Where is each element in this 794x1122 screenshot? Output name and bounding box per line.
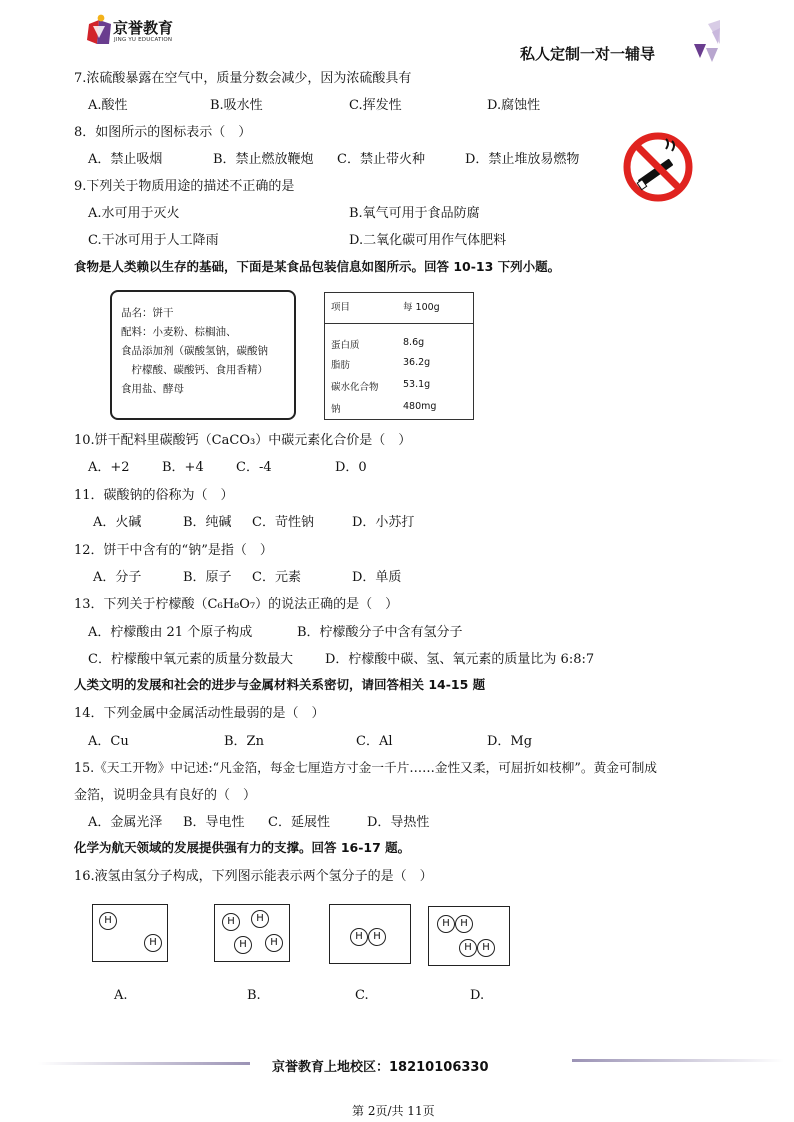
q10-stem: 10.饼干配料里碳酸钙（CaCO₃）中碳元素化合价是（ ） bbox=[74, 433, 412, 448]
q11-option-b: B．纯碱 bbox=[183, 515, 232, 530]
q13-option-c: C．柠檬酸中氧元素的质量分数最大 bbox=[88, 652, 293, 667]
table-cell: 8.6g bbox=[403, 337, 425, 348]
q16-option-b: B. bbox=[247, 988, 261, 1003]
q7-option-a: A.酸性 bbox=[88, 98, 128, 113]
q15-option-b: B．导电性 bbox=[183, 815, 245, 830]
q11-option-d: D．小苏打 bbox=[352, 515, 415, 530]
page-number: 第 2页/共 11页 bbox=[352, 1104, 435, 1118]
q7-stem: 7.浓硫酸暴露在空气中，质量分数会减少，因为浓硫酸具有 bbox=[74, 71, 412, 86]
q14-option-b: B．Zn bbox=[224, 734, 264, 749]
q16-stem: 16.液氢由氢分子构成，下列图示能表示两个氢分子的是（ ） bbox=[74, 869, 433, 884]
q8-option-a: A．禁止吸烟 bbox=[88, 152, 163, 167]
food-line: 品名：饼干 bbox=[121, 307, 174, 319]
footer-divider-right bbox=[572, 1059, 784, 1062]
hydrogen-atom: H bbox=[99, 912, 117, 930]
q13-option-d: D．柠檬酸中碳、氢、氧元素的质量比为 6:8:7 bbox=[325, 652, 595, 667]
hydrogen-atom: H bbox=[437, 915, 455, 933]
diagram-b bbox=[214, 904, 290, 962]
diagram-c bbox=[329, 904, 411, 964]
q7-option-c: C.挥发性 bbox=[349, 98, 402, 113]
hydrogen-atom: H bbox=[455, 915, 473, 933]
q14-option-a: A．Cu bbox=[88, 734, 129, 749]
q14-stem: 14．下列金属中金属活动性最弱的是（ ） bbox=[74, 706, 325, 721]
q9-stem: 9.下列关于物质用途的描述不正确的是 bbox=[74, 179, 295, 194]
table-header-per100g: 每 100g bbox=[403, 302, 440, 313]
q11-option-a: A．火碱 bbox=[93, 515, 142, 530]
q12-option-b: B．原子 bbox=[183, 570, 232, 585]
q8-option-d: D．禁止堆放易燃物 bbox=[465, 152, 580, 167]
logo-en: JING YU EDUCATION bbox=[114, 37, 173, 43]
footer-divider-left bbox=[38, 1062, 250, 1065]
diagram-d bbox=[428, 906, 510, 966]
table-cell: 480mg bbox=[403, 401, 437, 412]
footer-campus: 京誉教育上地校区：18210106330 bbox=[272, 1060, 489, 1075]
food-line: 食品添加剂（碳酸氢钠，碳酸钠 bbox=[121, 345, 268, 357]
logo-mark-icon bbox=[87, 14, 113, 46]
q15-stem-line2: 金箔，说明金具有良好的（ ） bbox=[74, 788, 257, 803]
diagram-a bbox=[92, 904, 168, 962]
q10-option-a: A．+2 bbox=[88, 460, 130, 475]
table-cell: 蛋白质 bbox=[331, 340, 360, 351]
header-triangle-icon bbox=[686, 18, 726, 62]
q10-option-b: B．+4 bbox=[162, 460, 204, 475]
q15-option-c: C．延展性 bbox=[268, 815, 330, 830]
hydrogen-atom: H bbox=[477, 939, 495, 957]
hydrogen-atom: H bbox=[234, 936, 252, 954]
table-cell: 脂肪 bbox=[331, 360, 351, 371]
q16-option-c: C. bbox=[355, 988, 369, 1003]
hydrogen-atom: H bbox=[251, 910, 269, 928]
section-heading-food: 食物是人类赖以生存的基础，下面是某食品包装信息如图所示。回答 10-13 下列小题。 bbox=[74, 259, 561, 274]
q15-option-a: A．金属光泽 bbox=[88, 815, 163, 830]
hydrogen-atom: H bbox=[222, 913, 240, 931]
section-heading-aerospace: 化学为航天领域的发展提供强有力的支撑。回答 16-17 题。 bbox=[74, 840, 411, 855]
hydrogen-atom: H bbox=[350, 928, 368, 946]
hydrogen-atom: H bbox=[144, 934, 162, 952]
q11-stem: 11．碳酸钠的俗称为（ ） bbox=[74, 488, 234, 503]
q14-option-d: D．Mg bbox=[487, 734, 533, 749]
q8-option-c: C．禁止带火种 bbox=[337, 152, 425, 167]
q7-option-b: B.吸水性 bbox=[210, 98, 263, 113]
hydrogen-atom: H bbox=[459, 939, 477, 957]
q9-option-d: D.二氧化碳可用作气体肥料 bbox=[349, 233, 507, 248]
q15-stem-line1: 15.《天工开物》中记述:“凡金箔，每金七厘造方寸金一千片……金性又柔，可屈折如枝柳”。黄金可制成 bbox=[74, 760, 657, 775]
header-slogan: 私人定制一对一辅导 bbox=[520, 45, 656, 63]
logo bbox=[87, 14, 197, 48]
food-line: 柠檬酸、碳酸钙、食用香精） bbox=[121, 364, 268, 376]
table-cell: 36.2g bbox=[403, 357, 431, 368]
q12-option-d: D．单质 bbox=[352, 570, 402, 585]
table-cell: 钠 bbox=[331, 404, 341, 415]
q7-option-d: D.腐蚀性 bbox=[487, 98, 541, 113]
nutrition-table bbox=[324, 292, 474, 420]
q10-option-d: D．0 bbox=[335, 460, 367, 475]
q14-option-c: C．Al bbox=[356, 734, 393, 749]
q8-option-b: B．禁止燃放鞭炮 bbox=[213, 152, 314, 167]
table-cell: 碳水化合物 bbox=[331, 382, 379, 393]
q12-option-a: A．分子 bbox=[93, 570, 142, 585]
q13-stem: 13．下列关于柠檬酸（C₆H₈O₇）的说法正确的是（ ） bbox=[74, 597, 399, 612]
q13-option-a: A．柠檬酸由 21 个原子构成 bbox=[88, 625, 253, 640]
q9-option-b: B.氧气可用于食品防腐 bbox=[349, 206, 480, 221]
section-heading-metals: 人类文明的发展和社会的进步与金属材料关系密切，请回答相关 14-15 题 bbox=[74, 677, 486, 692]
table-header-item: 项目 bbox=[331, 302, 351, 313]
q16-option-a: A. bbox=[114, 988, 128, 1003]
hydrogen-atom: H bbox=[265, 934, 283, 952]
hydrogen-atom: H bbox=[368, 928, 386, 946]
q9-option-c: C.干冰可用于人工降雨 bbox=[88, 233, 219, 248]
food-line: 食用盐、酵母 bbox=[121, 383, 184, 395]
q10-option-c: C．-4 bbox=[236, 460, 272, 475]
q8-stem: 8．如图所示的图标表示（ ） bbox=[74, 125, 252, 140]
food-line: 配料：小麦粉、棕榈油、 bbox=[121, 326, 237, 338]
q15-option-d: D．导热性 bbox=[367, 815, 430, 830]
q11-option-c: C．苛性钠 bbox=[252, 515, 314, 530]
table-divider bbox=[325, 323, 473, 324]
table-cell: 53.1g bbox=[403, 379, 431, 390]
q13-option-b: B．柠檬酸分子中含有氢分子 bbox=[297, 625, 463, 640]
q12-stem: 12．饼干中含有的“钠”是指（ ） bbox=[74, 543, 273, 558]
q12-option-c: C．元素 bbox=[252, 570, 301, 585]
food-label-card bbox=[110, 290, 296, 420]
logo-cn: 京誉教育 bbox=[113, 19, 174, 37]
q16-option-d: D. bbox=[470, 988, 485, 1003]
q9-option-a: A.水可用于灭火 bbox=[88, 206, 180, 221]
no-smoking-icon bbox=[622, 131, 694, 203]
